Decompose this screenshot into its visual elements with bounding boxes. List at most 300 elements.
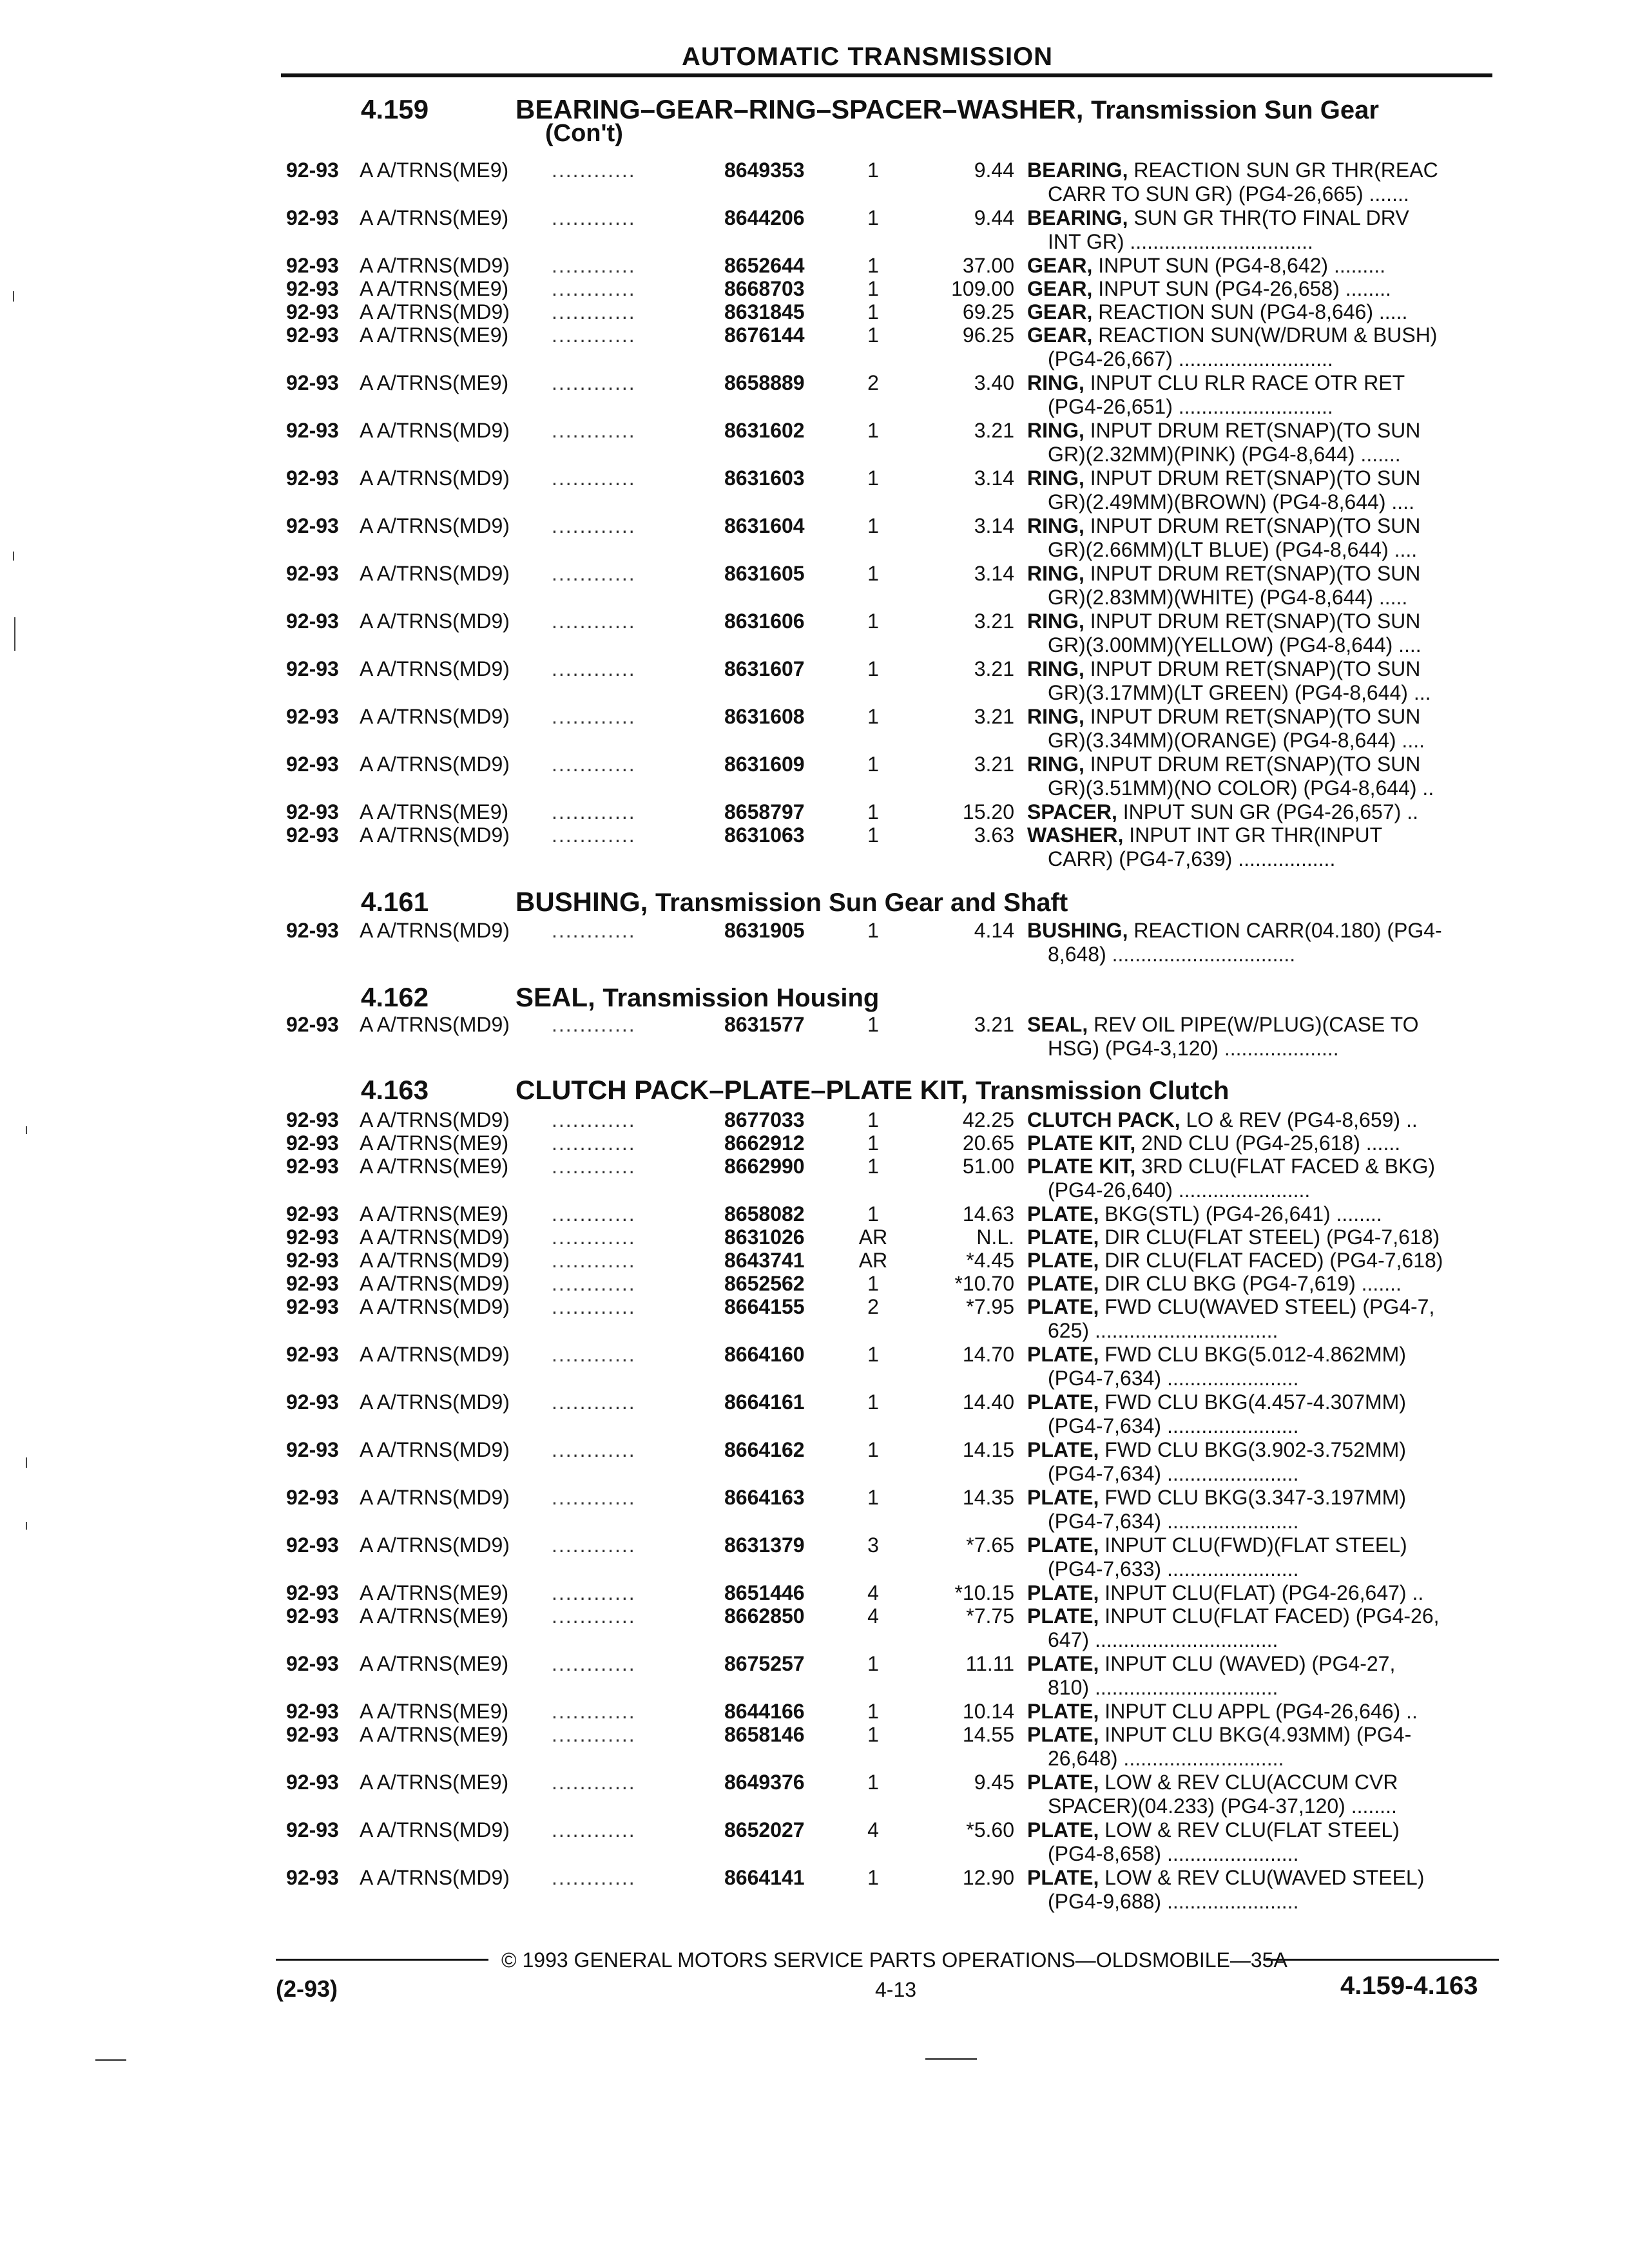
row-year: 92-93 [286,919,339,942]
parts-row [0,371,1629,419]
row-price: 3.21 [974,705,1014,728]
row-description-text: INPUT DRUM RET(SNAP)(TO SUN [1090,514,1421,537]
row-description [1027,562,1420,586]
row-description [1027,1723,1411,1747]
row-model: A A/TRNS(MD9) [360,1249,510,1272]
row-quantity: 1 [867,610,879,633]
row-part-name: PLATE, [1027,1202,1099,1225]
row-part-number: 8651446 [724,1581,805,1604]
row-part-number: 8652644 [724,254,805,277]
row-price: 3.14 [974,466,1014,490]
row-description-text: INPUT SUN (PG4-8,642) ......... [1098,254,1385,277]
row-description [1027,1866,1424,1890]
row-part-name: PLATE, [1027,1723,1099,1746]
row-model: A A/TRNS(ME9) [360,323,509,347]
row-year: 92-93 [286,1700,339,1723]
row-description-text: LOW & REV CLU(ACCUM CVR [1104,1771,1398,1794]
row-description-continued: GR)(2.32MM)(PINK) (PG4-8,644) ....... [1048,443,1401,466]
row-model: A A/TRNS(MD9) [360,1390,510,1414]
row-description-continued: 647) ................................ [1048,1628,1278,1651]
row-description-continued: 26,648) ............................ [1048,1747,1284,1770]
row-leader-dots: ............ [552,705,636,728]
row-part-number: 8658797 [724,800,805,823]
row-year: 92-93 [286,657,339,680]
row-year: 92-93 [286,323,339,347]
row-description-text: DIR CLU(FLAT FACED) (PG4-7,618) [1104,1249,1443,1272]
row-price: 20.65 [962,1131,1014,1155]
row-leader-dots: ............ [552,1486,636,1509]
row-model: A A/TRNS(MD9) [360,1272,510,1295]
parts-row [0,705,1629,753]
row-part-number: 8664141 [724,1866,805,1889]
row-description [1027,419,1420,443]
section-title-main: SEAL, [516,982,595,1012]
row-price: 11.11 [965,1652,1014,1675]
row-price: *4.45 [966,1249,1014,1272]
row-price: 3.40 [974,371,1014,394]
row-description [1027,1013,1419,1037]
row-year: 92-93 [286,514,339,537]
row-description [1027,800,1418,824]
row-description-text: REACTION SUN GR THR(REAC [1133,159,1438,182]
row-year: 92-93 [286,610,339,633]
row-model: A A/TRNS(MD9) [360,705,510,728]
row-description [1027,1343,1406,1367]
row-model: A A/TRNS(MD9) [360,1818,510,1841]
row-year: 92-93 [286,1533,339,1557]
row-year: 92-93 [286,1723,339,1746]
row-leader-dots: ............ [552,1108,636,1131]
row-price: 3.21 [974,657,1014,680]
section-title-main: BUSHING, [516,887,648,917]
row-year: 92-93 [286,1131,339,1155]
row-part-name: PLATE, [1027,1866,1099,1889]
row-model: A A/TRNS(MD9) [360,1295,510,1318]
row-description-continued: SPACER)(04.233) (PG4-37,120) ........ [1048,1794,1397,1818]
row-year: 92-93 [286,300,339,323]
row-leader-dots: ............ [552,1604,636,1628]
row-description-text: INPUT CLU(FWD)(FLAT STEEL) [1104,1533,1407,1557]
row-part-number: 8631604 [724,514,805,537]
row-quantity: 1 [867,1155,879,1178]
row-part-name: GEAR, [1027,300,1093,323]
row-part-name: GEAR, [1027,254,1093,277]
row-leader-dots: ............ [552,1131,636,1155]
row-part-number: 8631026 [724,1225,805,1249]
row-price: N.L. [976,1225,1014,1249]
row-quantity: 4 [867,1581,879,1604]
row-part-name: PLATE, [1027,1533,1099,1557]
row-quantity: 1 [867,1723,879,1746]
parts-row [0,159,1629,206]
row-quantity: 1 [867,466,879,490]
row-part-number: 8631609 [724,753,805,776]
row-description-text: INPUT DRUM RET(SNAP)(TO SUN [1090,657,1421,680]
footer-copyright: © 1993 GENERAL MOTORS SERVICE PARTS OPERATIONS—OLDSMOBILE—35A [501,1948,1287,1972]
row-quantity: 1 [867,919,879,942]
row-year: 92-93 [286,1390,339,1414]
row-description [1027,823,1382,847]
row-quantity: 2 [867,371,879,394]
row-description-text: INPUT CLU BKG(4.93MM) (PG4- [1104,1723,1412,1746]
row-part-name: PLATE, [1027,1771,1099,1794]
row-price: 3.21 [974,610,1014,633]
section-subtitle: Transmission Sun Gear and Shaft [655,889,1068,917]
row-leader-dots: ............ [552,919,636,942]
row-quantity: 1 [867,1652,879,1675]
row-leader-dots: ............ [552,657,636,680]
row-description-continued: INT GR) ................................ [1048,230,1313,253]
row-price: 96.25 [962,323,1014,347]
parts-row [0,657,1629,705]
row-leader-dots: ............ [552,1533,636,1557]
row-description-text: INPUT DRUM RET(SNAP)(TO SUN [1090,562,1421,585]
row-part-name: SEAL, [1027,1013,1088,1036]
row-description-text: INPUT SUN GR (PG4-26,657) .. [1123,800,1418,823]
row-leader-dots: ............ [552,823,636,847]
row-description-continued: 8,648) ................................ [1048,943,1296,966]
row-description [1027,371,1405,395]
row-description-continued: (PG4-8,658) ....................... [1048,1842,1299,1865]
row-price: 42.25 [962,1108,1014,1131]
section-subtitle: Transmission Clutch [976,1077,1229,1105]
row-part-name: BEARING, [1027,206,1128,229]
row-model: A A/TRNS(MD9) [360,823,510,847]
row-description-text: FWD CLU BKG(4.457-4.307MM) [1104,1390,1406,1414]
row-part-number: 8631608 [724,705,805,728]
row-model: A A/TRNS(MD9) [360,254,510,277]
row-quantity: 2 [867,1295,879,1318]
parts-row [0,1652,1629,1700]
row-description [1027,657,1420,681]
row-part-name: GEAR, [1027,323,1093,347]
row-quantity: 1 [867,657,879,680]
parts-row [0,206,1629,254]
row-model: A A/TRNS(MD9) [360,753,510,776]
parts-row [0,1155,1629,1202]
row-leader-dots: ............ [552,1295,636,1318]
parts-row [0,1818,1629,1866]
row-leader-dots: ............ [552,800,636,823]
row-leader-dots: ............ [552,1818,636,1841]
row-description-text: INPUT CLU RLR RACE OTR RET [1090,371,1405,394]
row-part-name: RING, [1027,657,1084,680]
row-quantity: 1 [867,1700,879,1723]
parts-row [0,753,1629,800]
parts-row [0,1604,1629,1652]
row-leader-dots: ............ [552,1343,636,1366]
row-description-text: LOW & REV CLU(WAVED STEEL) [1104,1866,1425,1889]
footer-rule-left [276,1959,488,1961]
row-model: A A/TRNS(MD9) [360,1533,510,1557]
row-price: 37.00 [962,254,1014,277]
footer-section-range: 4.159-4.163 [1340,1972,1478,2000]
parts-row [0,419,1629,466]
row-model: A A/TRNS(MD9) [360,562,510,585]
row-description [1027,1249,1443,1273]
row-quantity: 1 [867,1108,879,1131]
row-description [1027,1202,1382,1226]
row-price: 14.35 [962,1486,1014,1509]
row-quantity: 1 [867,206,879,229]
row-part-name: PLATE, [1027,1604,1099,1628]
row-price: 3.14 [974,514,1014,537]
row-year: 92-93 [286,1202,339,1225]
row-model: A A/TRNS(ME9) [360,1652,509,1675]
row-part-name: PLATE KIT, [1027,1131,1136,1155]
row-description-text: 2ND CLU (PG4-25,618) ...... [1141,1131,1401,1155]
row-quantity: 1 [867,753,879,776]
row-description-text: REACTION SUN(W/DRUM & BUSH) [1098,323,1438,347]
parts-row [0,1771,1629,1818]
parts-row [0,610,1629,657]
row-description-text: INPUT CLU(FLAT FACED) (PG4-26, [1104,1604,1440,1628]
row-description [1027,1581,1423,1605]
row-part-name: BUSHING, [1027,919,1128,942]
row-model: A A/TRNS(ME9) [360,277,509,300]
row-model: A A/TRNS(ME9) [360,159,509,182]
row-year: 92-93 [286,419,339,442]
row-model: A A/TRNS(ME9) [360,1723,509,1746]
row-part-number: 8664160 [724,1343,805,1366]
parts-row [0,1486,1629,1533]
row-description-text: DIR CLU(FLAT STEEL) (PG4-7,618) [1104,1225,1440,1249]
row-price: 14.55 [962,1723,1014,1746]
row-description [1027,206,1409,230]
row-description-continued: (PG4-26,667) ........................... [1048,347,1333,370]
row-part-name: RING, [1027,562,1084,585]
row-description-text: INPUT SUN (PG4-26,658) ........ [1098,277,1391,300]
row-part-name: RING, [1027,705,1084,728]
row-description-continued: CARR TO SUN GR) (PG4-26,665) ....... [1048,182,1409,206]
row-part-number: 8631602 [724,419,805,442]
parts-row [0,1723,1629,1771]
row-part-name: PLATE, [1027,1225,1099,1249]
row-price: 4.14 [974,919,1014,942]
row-part-number: 8658889 [724,371,805,394]
parts-row [0,919,1629,966]
row-part-name: PLATE, [1027,1581,1099,1604]
row-price: *7.95 [966,1295,1014,1318]
parts-row [0,323,1629,371]
row-leader-dots: ............ [552,1202,636,1225]
row-part-number: 8631063 [724,823,805,847]
row-part-number: 8664162 [724,1438,805,1461]
row-description-text: DIR CLU BKG (PG4-7,619) ....... [1104,1272,1402,1295]
row-description [1027,919,1442,943]
row-quantity: 1 [867,1013,879,1036]
row-model: A A/TRNS(MD9) [360,1225,510,1249]
row-description-continued: (PG4-7,634) ....................... [1048,1367,1299,1390]
parts-row [0,1390,1629,1438]
row-description [1027,323,1437,347]
scan-margin-mark [925,2058,977,2060]
row-model: A A/TRNS(MD9) [360,1866,510,1889]
row-description [1027,300,1407,324]
row-description [1027,514,1420,538]
row-part-name: PLATE, [1027,1652,1099,1675]
row-quantity: 1 [867,1272,879,1295]
row-price: 9.44 [974,159,1014,182]
parts-row [0,1013,1629,1061]
row-year: 92-93 [286,1771,339,1794]
row-description-text: INPUT CLU (WAVED) (PG4-27, [1104,1652,1396,1675]
row-description-continued: GR)(3.34MM)(ORANGE) (PG4-8,644) .... [1048,729,1425,752]
row-part-name: PLATE, [1027,1295,1099,1318]
scan-margin-mark [14,617,15,651]
row-part-number: 8631607 [724,657,805,680]
row-year: 92-93 [286,1818,339,1841]
row-model: A A/TRNS(ME9) [360,371,509,394]
row-part-name: RING, [1027,466,1084,490]
section-heading [0,887,1629,923]
row-quantity: 1 [867,1390,879,1414]
page-header-title: AUTOMATIC TRANSMISSION [682,43,1054,71]
section-number: 4.161 [361,887,429,917]
row-price: *7.75 [966,1604,1014,1628]
row-model: A A/TRNS(MD9) [360,300,510,323]
row-part-number: 8631603 [724,466,805,490]
row-description-text: BKG(STL) (PG4-26,641) ........ [1104,1202,1382,1225]
row-description-continued: 810) ................................ [1048,1676,1278,1699]
parts-row [0,514,1629,562]
row-part-number: 8649376 [724,1771,805,1794]
row-price: 14.70 [962,1343,1014,1366]
row-description-continued: (PG4-7,634) ....................... [1048,1414,1299,1437]
row-description [1027,1272,1402,1296]
row-quantity: 1 [867,1866,879,1889]
row-leader-dots: ............ [552,419,636,442]
row-part-number: 8675257 [724,1652,805,1675]
section-number: 4.162 [361,982,429,1012]
row-quantity: 1 [867,277,879,300]
row-year: 92-93 [286,705,339,728]
section-title [516,887,1068,918]
row-model: A A/TRNS(ME9) [360,1581,509,1604]
row-description-text: 3RD CLU(FLAT FACED & BKG) [1141,1155,1435,1178]
row-part-name: PLATE, [1027,1390,1099,1414]
row-model: A A/TRNS(MD9) [360,466,510,490]
row-description [1027,254,1385,278]
parts-row [0,823,1629,871]
row-description-text: FWD CLU BKG(3.902-3.752MM) [1104,1438,1406,1461]
row-model: A A/TRNS(ME9) [360,1700,509,1723]
row-part-name: PLATE, [1027,1438,1099,1461]
row-description [1027,1131,1400,1155]
row-description-text: INPUT DRUM RET(SNAP)(TO SUN [1090,419,1421,442]
row-leader-dots: ............ [552,466,636,490]
row-description [1027,1818,1400,1842]
row-year: 92-93 [286,823,339,847]
row-leader-dots: ............ [552,1013,636,1036]
row-model: A A/TRNS(MD9) [360,1108,510,1131]
row-part-number: 8644206 [724,206,805,229]
row-part-number: 8649353 [724,159,805,182]
row-description-continued: (PG4-26,651) ........................... [1048,395,1333,418]
scan-margin-mark [26,1126,27,1134]
row-description-text: REACTION CARR(04.180) (PG4- [1133,919,1442,942]
section-heading [0,1075,1629,1111]
row-description-text: INPUT CLU APPL (PG4-26,646) .. [1104,1700,1418,1723]
row-price: 10.14 [962,1700,1014,1723]
row-description-continued: GR)(3.00MM)(YELLOW) (PG4-8,644) .... [1048,633,1422,657]
row-description [1027,159,1438,182]
section-heading [0,94,1629,147]
row-description-continued: GR)(3.51MM)(NO COLOR) (PG4-8,644) .. [1048,776,1434,800]
row-model: A A/TRNS(ME9) [360,1771,509,1794]
parts-row [0,562,1629,610]
row-model: A A/TRNS(MD9) [360,919,510,942]
row-year: 92-93 [286,1272,339,1295]
row-model: A A/TRNS(ME9) [360,1131,509,1155]
row-year: 92-93 [286,277,339,300]
row-quantity: 1 [867,300,879,323]
row-part-number: 8652562 [724,1272,805,1295]
section-title-main: CLUTCH PACK–PLATE–PLATE KIT, [516,1075,969,1105]
row-part-number: 8662990 [724,1155,805,1178]
row-leader-dots: ............ [552,514,636,537]
row-part-name: RING, [1027,514,1084,537]
row-part-number: 8664163 [724,1486,805,1509]
section-subtitle: Transmission Housing [602,984,880,1012]
row-description-text: LO & REV (PG4-8,659) .. [1186,1108,1418,1131]
row-part-name: PLATE, [1027,1486,1099,1509]
row-part-name: PLATE KIT, [1027,1155,1136,1178]
section-number: 4.163 [361,1075,429,1105]
row-part-number: 8643741 [724,1249,805,1272]
row-price: 3.21 [974,1013,1014,1036]
row-leader-dots: ............ [552,753,636,776]
row-description [1027,1486,1406,1510]
row-part-number: 8652027 [724,1818,805,1841]
scan-margin-mark [95,2059,126,2061]
row-year: 92-93 [286,1108,339,1131]
row-quantity: 1 [867,800,879,823]
row-year: 92-93 [286,753,339,776]
row-year: 92-93 [286,562,339,585]
row-price: *7.65 [966,1533,1014,1557]
row-description [1027,1108,1418,1132]
row-leader-dots: ............ [552,1700,636,1723]
row-model: A A/TRNS(MD9) [360,610,510,633]
row-quantity: 1 [867,1131,879,1155]
row-model: A A/TRNS(MD9) [360,657,510,680]
row-description [1027,1390,1406,1414]
row-part-number: 8664161 [724,1390,805,1414]
row-part-number: 8644166 [724,1700,805,1723]
scan-margin-mark [13,291,14,302]
section-title [516,94,1379,125]
row-description [1027,466,1420,490]
row-description-text: INPUT DRUM RET(SNAP)(TO SUN [1090,466,1421,490]
row-price: 51.00 [962,1155,1014,1178]
row-description-text: FWD CLU BKG(5.012-4.862MM) [1104,1343,1406,1366]
row-model: A A/TRNS(ME9) [360,1604,509,1628]
row-price: 3.14 [974,562,1014,585]
row-quantity: 3 [867,1533,879,1557]
row-price: 3.63 [974,823,1014,847]
row-part-name: RING, [1027,419,1084,442]
row-leader-dots: ............ [552,371,636,394]
row-leader-dots: ............ [552,610,636,633]
header-rule [281,73,1492,77]
section-title [516,982,879,1013]
row-part-name: BEARING, [1027,159,1128,182]
row-description [1027,610,1420,633]
row-description-text: REACTION SUN (PG4-8,646) ..... [1098,300,1408,323]
row-leader-dots: ............ [552,1438,636,1461]
row-quantity: 1 [867,159,879,182]
